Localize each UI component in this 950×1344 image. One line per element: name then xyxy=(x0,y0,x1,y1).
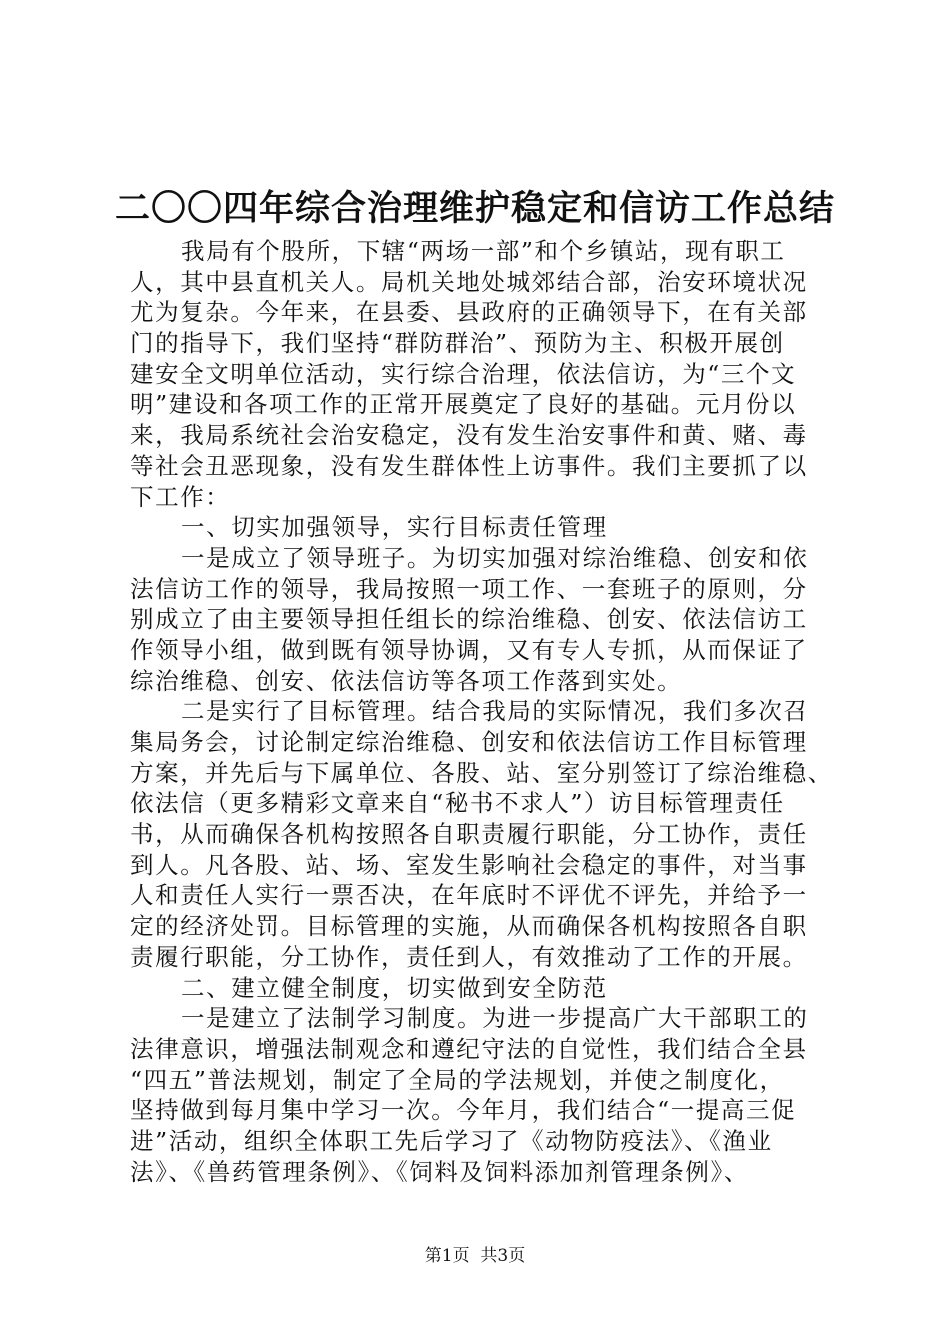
paragraph-line: 坚持做到每月集中学习一次。今年月，我们结合“一提高三促 xyxy=(130,1096,797,1125)
paragraph-line: 别成立了由主要领导担任组长的综治维稳、创安、依法信访工 xyxy=(130,605,808,634)
paragraph-line: 来，我局系统社会治安稳定，没有发生治安事件和黄、赌、毒 xyxy=(130,421,808,450)
paragraph-line: 作领导小组，做到既有领导协调，又有专人专抓，从而保证了 xyxy=(130,635,808,664)
paragraph-line: 书，从而确保各机构按照各自职责履行职能，分工协作，责任 xyxy=(130,820,808,849)
paragraph-line: 法信访工作的领导，我局按照一项工作、一套班子的原则，分 xyxy=(130,574,808,603)
paragraph-line: 建安全文明单位活动，实行综合治理，依法信访，为“三个文 xyxy=(130,359,797,388)
paragraph-line: “四五”普法规划，制定了全局的学法规划，并使之制度化， xyxy=(130,1065,785,1094)
document-body xyxy=(130,236,834,1187)
paragraph-line: 尤为复杂。今年来，在县委、县政府的正确领导下，在有关部 xyxy=(130,298,808,327)
paragraph-line: 人，其中县直机关人。局机关地处城郊结合部，治安环境状况 xyxy=(130,267,808,296)
document-title: 二〇〇四年综合治理维护稳定和信访工作总结 xyxy=(114,188,835,229)
paragraph-line: 责履行职能，分工协作，责任到人，有效推动了工作的开展。 xyxy=(130,942,808,971)
paragraph-line: 方案，并先后与下属单位、各股、站、室分别签订了综治维稳、 xyxy=(130,758,833,787)
paragraph-line: 二是实行了目标管理。结合我局的实际情况，我们多次召 xyxy=(181,697,809,726)
paragraph-line: 门的指导下，我们坚持“群防群治”、预防为主、积极开展创 xyxy=(130,329,785,358)
paragraph-line: 下工作： xyxy=(130,482,231,511)
paragraph-line: 法律意识，增强法制观念和遵纪守法的自觉性，我们结合全县 xyxy=(130,1034,808,1063)
paragraph-line: 定的经济处罚。目标管理的实施，从而确保各机构按照各自职 xyxy=(130,912,808,941)
paragraph-line: 集局务会，讨论制定综治维稳、创安和依法信访工作目标管理 xyxy=(130,728,808,756)
paragraph-line: 到人。凡各股、站、场、室发生影响社会稳定的事件，对当事 xyxy=(130,850,808,879)
paragraph-line: 明”建设和各项工作的正常开展奠定了良好的基础。元月份以 xyxy=(130,390,797,419)
paragraph-line: 进”活动，组织全体职工先后学习了《动物防疫法》、《渔业 xyxy=(130,1126,773,1155)
section-heading: 二、建立健全制度，切实做到安全防范 xyxy=(181,973,608,1002)
paragraph-line: 人和责任人实行一票否决，在年底时不评优不评先，并给予一 xyxy=(130,881,808,910)
paragraph-line: 一是成立了领导班子。为切实加强对综治维稳、创安和依 xyxy=(181,543,809,572)
section-heading: 一、切实加强领导，实行目标责任管理 xyxy=(181,513,608,542)
paragraph-line: 法》、《兽药管理条例》、《饲料及饲料添加剂管理条例》、 xyxy=(130,1157,749,1186)
paragraph-line: 综治维稳、创安、依法信访等各项工作落到实处。 xyxy=(130,666,683,695)
paragraph-line: 我局有个股所，下辖“两场一部”和个乡镇站，现有职工 xyxy=(181,237,786,265)
paragraph-line: 依法信（更多精彩文章来自“秘书不求人”）访目标管理责任 xyxy=(130,789,785,818)
paragraph-line: 等社会丑恶现象，没有发生群体性上访事件。我们主要抓了以 xyxy=(130,451,808,480)
page-number-footer: 第1页 共3页 xyxy=(424,1246,526,1266)
paragraph-line: 一是建立了法制学习制度。为进一步提高广大干部职工的 xyxy=(181,1004,809,1033)
